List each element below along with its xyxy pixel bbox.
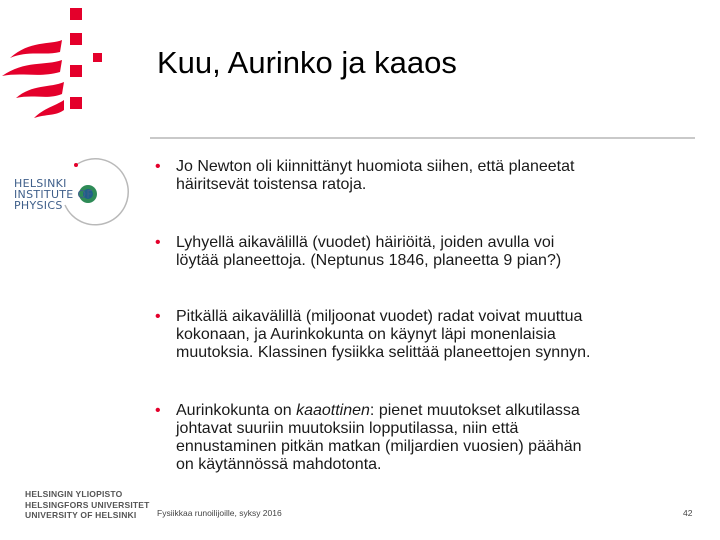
bullet-line: Lyhyellä aikavälillä (vuodet) häiriöitä, joiden avulla voi — [176, 234, 555, 251]
bullet-dot: • — [155, 308, 161, 325]
flame-seal-icon — [0, 0, 110, 130]
bullet-dot: • — [155, 402, 161, 419]
bullet-line: Pitkällä aikavälillä (miljoonat vuodet) radat voivat muuttua — [176, 308, 583, 325]
bullet-item — [155, 402, 700, 474]
bullet-item — [155, 158, 700, 194]
bullet-line: häiritsevät toistensa ratoja. — [176, 176, 367, 193]
bullet-line: Jo Newton oli kiinnittänyt huomiota siihen, että planeetat — [176, 158, 575, 175]
bullet-item — [155, 234, 700, 270]
university-name-line: HELSINGIN YLIOPISTO — [25, 489, 123, 499]
bullet-item — [155, 308, 700, 362]
hip-line: INSTITUTE OF — [14, 188, 93, 201]
footer-course: Fysiikkaa runoilijoille, syksy 2016 — [157, 508, 282, 518]
bullet-dot: • — [155, 158, 161, 175]
bullet-dot: • — [155, 234, 161, 251]
bullet-text — [176, 158, 700, 194]
bullet-text — [176, 308, 700, 362]
bullet-text — [176, 402, 700, 474]
bullet-prefix: Aurinkokunta on — [176, 402, 297, 419]
bullet-suffix: : pienet muutokset alkutilassa — [369, 402, 580, 419]
bullet-line: muutoksia. Klassinen fysiikka selittää planeettojen synnyn. — [176, 344, 591, 361]
bullet-line: on käytännössä mahdotonta. — [176, 456, 382, 473]
hip-line: HELSINKI — [14, 177, 67, 190]
title-divider — [150, 137, 695, 139]
hip-line: PHYSICS — [14, 199, 63, 212]
bullet-line: kokonaan, ja Aurinkokunta on käynyt läpi monenlaisia — [176, 326, 556, 343]
page-number: 42 — [683, 508, 693, 518]
hip-name — [14, 178, 93, 211]
emphasis-term: kaaottinen — [296, 402, 370, 419]
university-name — [25, 489, 150, 521]
bullet-line: ennustaminen pitkän matkan (miljardien vuosien) päähän — [176, 438, 582, 455]
bullet-line: johtavat suuriin muutoksiin lopputilassa, niin että — [176, 420, 519, 437]
slide-title: Kuu, Aurinko ja kaaos — [157, 45, 457, 80]
university-name-line: HELSINGFORS UNIVERSITET — [25, 499, 150, 510]
bullet-text — [176, 234, 700, 270]
bullet-line — [176, 402, 580, 419]
bullet-line: löytää planeettoja. (Neptunus 1846, planeetta 9 pian?) — [176, 252, 562, 269]
university-name-line: UNIVERSITY OF HELSINKI — [25, 510, 137, 520]
